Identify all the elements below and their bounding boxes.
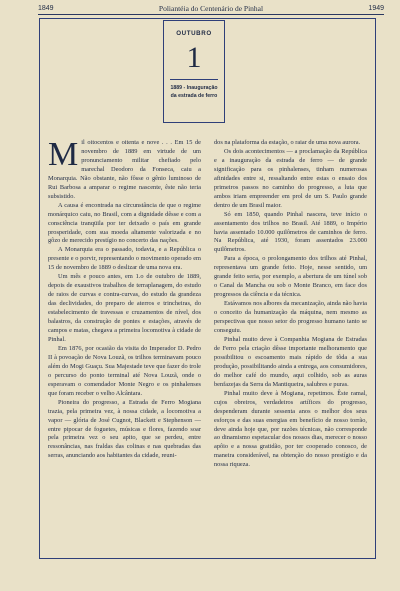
- header-year-left: 1849: [38, 4, 54, 12]
- date-box: [163, 20, 225, 123]
- header-rule: [38, 14, 384, 15]
- paragraph: Só em 1850, quando Pinhal nascera, teve início o assentamento dos trilhos no Brasil. Até 1889, o Império havia assentado 10.000 quilômetros de caminhos de ferro. Na República, até 1930, foram assentados 23.000 quilômetros.: [214, 210, 367, 254]
- paragraph: Em 1876, por ocasião da visita do Imperador D. Pedro II à povoação de Nova Louzã, os trilhos terminavam pouco além do Mogi Guaçu. Sua Majestade teve que fazer do trole o percurso do ponto terminal até Nova Louzã, onde o esperavam o comendador Monte Negro e os pinhalenses que foram receber o velho Alcântara.: [48, 344, 201, 397]
- date-caption-line1: 1889 - Inauguração: [170, 85, 218, 91]
- date-box-rule: [170, 79, 218, 80]
- date-month: OUTUBRO: [176, 30, 212, 37]
- paragraph: Pioneira do progresso, a Estrada de Ferro Mogiana trazia, pela primeira vez, à nossa cidade, a locomotiva a vapor — glória de José Cugnot, Blackett e Stephenson — entre pipocar de foguetes, músicas e flores, fazendo soar pela primeira vez o seu apito, que se perdeu, entre ressonâncias, nas fraldas das colinas e nas quebradas das serras, anunciando aos habitantes da cidade, reuni-: [48, 398, 201, 460]
- paragraph: A Monarquia era o passado, todavia, e a República o presente e o porvir, representando o movimento operado em 15 de novembro de 1889 o deslizar de uma nova era.: [48, 246, 201, 272]
- paragraph: dos na plataforma da estação, o raiar de uma nova aurora.: [214, 139, 361, 146]
- right-column: [214, 139, 367, 470]
- drop-cap: M: [48, 136, 79, 173]
- paragraph-text: il oitocentos e oitenta e nove . . . Em 15 de novembro de 1889 em virtude de um pronunciamento militar chefiado pelo marechal Deodoro da Fonseca, caiu a Monarquia. Não obstante, não fôsse o gênio luminoso de Rui Barbosa a amparar o regime nascente, êste não teria subsistido.: [48, 139, 201, 200]
- paragraph: Os dois acontecimentos — a proclamação da República e a inauguração da estrada de ferro — de grande significação para os pinhalenses, tinham numerosas afinidades entre si, ressaltando entre estas o ensaio dos primeiros passos no caminho do progresso, a luta que ambos iriam empreender em prol de um S. Paulo grande dentro de um Brasil maior.: [214, 147, 367, 209]
- left-column: [48, 136, 201, 461]
- date-day: 1: [186, 41, 202, 74]
- paragraph: Estávamos nos albores da mecanização, ainda não havia o conceito da humanização da máquina, nem mesmo as perspectivas que nosso setor do progresso humano tanto se conseguiu.: [214, 300, 367, 335]
- paragraph: A causa é encontrada na circunstância de que o regime monárquico caiu, no Brasil, com a dignidade dêsse e com a consciência tranqüila por ter deixado o país em grande prosperidade, com sua moeda altamente valorizada e no gôzo de merecido prestígio no concerto das nações.: [48, 201, 201, 245]
- paragraph: Pinhal muito deve à Companhia Mogiana de Estradas de Ferro pela criação dêsse importante melhoramento que possibilitou o escoamento mais rápido de tôda a sua produção, possibilitando ainda a entrega, aos consumidores, do melhor café do mundo, aqui colhido, sob as auras benfazejas da Serra da Mantiqueira, salubres e puras.: [214, 335, 367, 388]
- paragraph: [48, 136, 201, 202]
- date-caption-line2: da estrada de ferro: [170, 93, 218, 99]
- header-title: Poliantéia do Centenário de Pinhal: [158, 3, 264, 13]
- paragraph: Um mês e pouco antes, em 1.o de outubro de 1889, depois de exaustivos trabalhos de terraplanagem, do estudo de raios de curvas e contra-curvas, do estudo da grandeza das declividades, do preparo de aterros e trincheiras, do estabelecimento de travessas e cruzamentos de nível, dos balastros, da construção de pontes e estações, através de campos e matas, chegava a primeira locomotiva à cidade de Pinhal.: [48, 273, 201, 343]
- paragraph: Pinhal muito deve à Mogiana, repetimos. Êste ramal, cujos obreiros, verdadeiros artífices do progresso, despenderam durante sessenta anos o melhor dos seus esforços e das suas energias em benefício de nosso torrão, deve ainda hoje que, por razões técnicas, não corresponde ao dinamismo espetacular dos nossos dias, merecer o nosso apôio e a nossa gratidão, por ter cooperado conosco, de maneira considerável, na obtenção do nosso prestígio e da nossa riqueza.: [214, 389, 367, 469]
- paragraph: Para a época, o prolongamento dos trilhos até Pinhal, representava um grande feito. Hoje, nesse sentido, um grande feito seria, por exemplo, a abertura de um túnel sob o Canal da Mancha ou sob o Monte Branco, em face dos progressos da ciência e da técnica.: [214, 255, 367, 299]
- date-caption: [164, 84, 224, 100]
- running-header: [38, 2, 384, 14]
- header-year-right: 1949: [368, 4, 384, 12]
